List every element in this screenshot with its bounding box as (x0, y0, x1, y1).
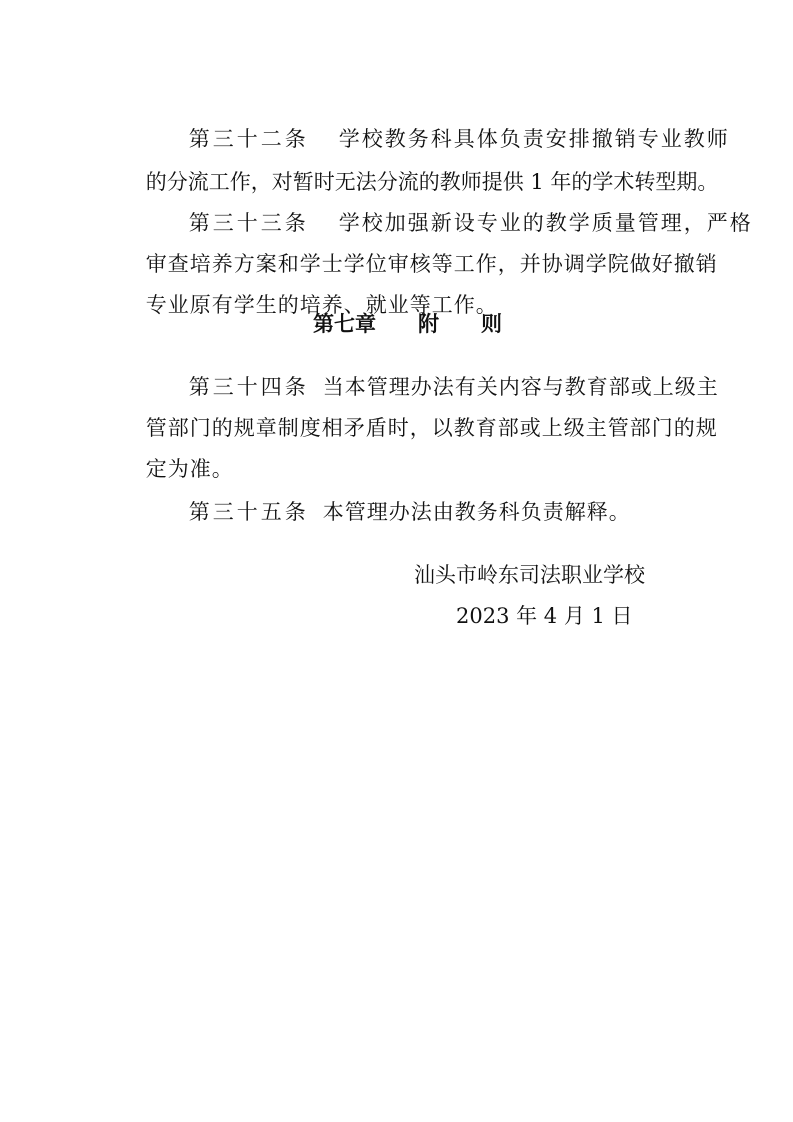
article-33-text-line-2: 审查培养方案和学士学位审核等工作，并协调学院做好撤销 (145, 252, 718, 276)
article-34-text-line-2: 管部门的规章制度相矛盾时，以教育部或上级主管部门的规 (145, 416, 718, 440)
article-33-text-line-1: 学校加强新设专业的教学质量管理，严格 (338, 211, 753, 235)
issue-date: 2023 年 4 月 1 日 (456, 604, 633, 628)
chapter-7-heading: 第七章 附 则 (313, 312, 502, 336)
article-35-first-line (0, 481, 793, 544)
article-32-text-line-1: 学校教务科具体负责安排撤销专业教师 (338, 127, 730, 151)
article-34-number: 第三十四条 (188, 375, 309, 399)
article-32-text-line-2: 的分流工作，对暂时无法分流的教师提供 1 年的学术转型期。 (145, 170, 719, 194)
article-33-text-line-3: 专业原有学生的培养、就业等工作。 (145, 293, 498, 317)
article-35-number: 第三十五条 (188, 500, 309, 524)
issuing-organization: 汕头市岭东司法职业学校 (414, 563, 645, 587)
article-34-text-line-1: 当本管理办法有关内容与教育部或上级主 (322, 375, 719, 399)
article-33-number: 第三十三条 (188, 211, 309, 235)
article-34-text-line-3: 定为准。 (145, 457, 234, 481)
article-35-text-line-1: 本管理办法由教务科负责解释。 (322, 500, 631, 524)
article-32-number: 第三十二条 (188, 127, 309, 151)
